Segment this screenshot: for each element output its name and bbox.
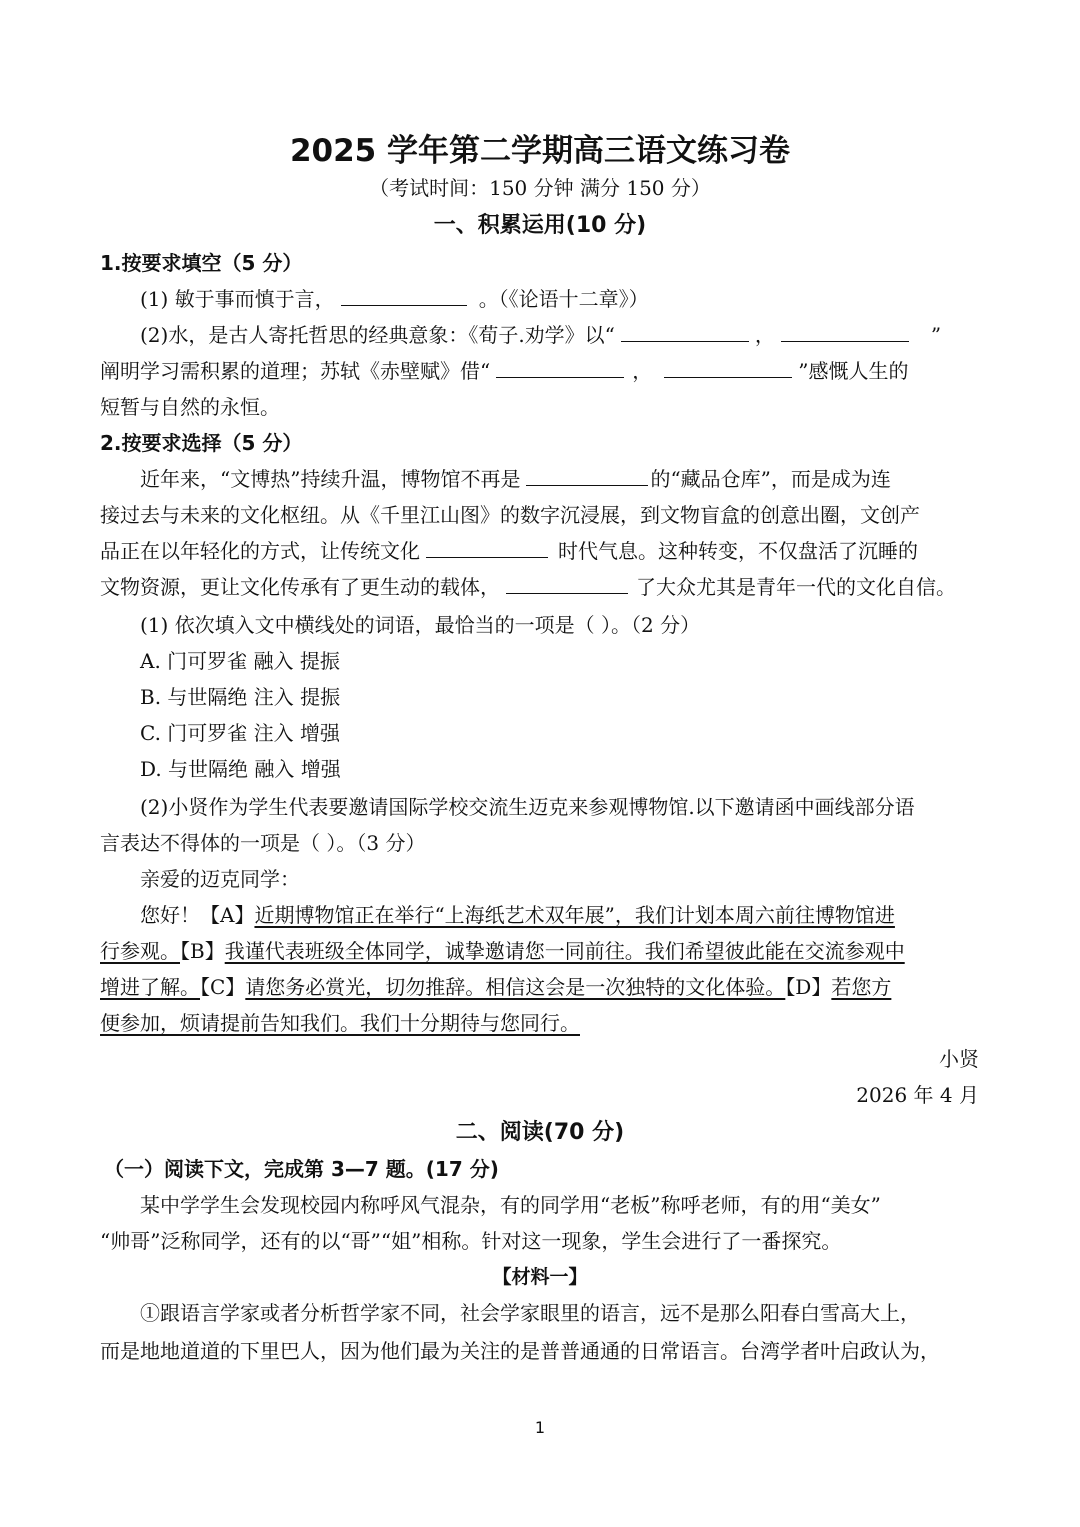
letter-line-4	[100, 1010, 580, 1036]
q2-passage-line-4	[100, 574, 956, 600]
q1-item2-end: 短暂与自然的永恒。	[100, 395, 280, 419]
material-one-line-2: 而是地地道道的下里巴人，因为他们最为关注的是普普通通的日常语言。台湾学者叶启政认为，	[100, 1339, 940, 1363]
reading-intro-line-2: “帅哥”泛称同学，还有的以“哥”“姐”相称。针对这一现象，学生会进行了一番探究。	[100, 1229, 842, 1253]
q2-passage-text: 的“藏品仓库”，而是成为连	[650, 467, 891, 491]
letter-line-2	[100, 938, 905, 964]
q1-item2-comma: ，	[632, 359, 653, 383]
underlined-text-c: 请您务必赏光，切勿推辞。相信这会是一次独特的文化体验。	[245, 975, 786, 999]
question-1-item-1	[140, 286, 649, 312]
q2-passage-text: 时代气息。这种转变，不仅盘活了沉睡的	[558, 539, 918, 563]
fill-blank[interactable]	[664, 359, 792, 378]
fill-blank[interactable]	[341, 287, 467, 306]
q2-passage-line-2: 接过去与未来的文化枢纽。从《千里江山图》的数字沉浸展，到文物盲盒的创意出圈，文创产	[100, 503, 920, 527]
reading-part-1-heading: （一）阅读下文，完成第 3—7 题。(17 分)	[104, 1157, 499, 1181]
letter-marker-a: 您好！【A】	[140, 903, 255, 927]
q1-item2-comma: ，	[754, 323, 775, 347]
underlined-text-d: 若您方	[831, 975, 892, 999]
q2-sub-question-2-cont: 言表达不得体的一项是（ ）。（3 分）	[100, 831, 426, 855]
reading-intro-line-1: 某中学学生会发现校园内称呼风气混杂，有的同学用“老板”称呼老师，有的用“美女”	[140, 1193, 881, 1217]
question-1-heading: 1.按要求填空（5 分）	[100, 251, 303, 275]
fill-blank[interactable]	[781, 323, 909, 342]
option-c[interactable]: C. 门可罗雀 注入 增强	[140, 721, 341, 745]
page-title: 2025 学年第二学期高三语文练习卷	[289, 133, 791, 169]
q1-item2-text: ”感慨人生的	[798, 359, 909, 383]
q1-item1-text: (1) 敏于事而慎于言，	[140, 287, 335, 311]
letter-greeting: 亲爱的迈克同学：	[140, 867, 300, 891]
q2-sub-question-2: (2)小贤作为学生代表要邀请国际学校交流生迈克来参观博物馆.以下邀请函中画线部分语	[140, 795, 915, 819]
fill-blank[interactable]	[426, 539, 548, 558]
q2-passage-text: 近年来，“文博热”持续升温，博物馆不再是	[140, 467, 521, 491]
underlined-text-b: 我谨代表班级全体同学，诚挚邀请您一同前往。我们希望彼此能在交流参观中	[224, 939, 905, 963]
material-one-line-1: ①跟语言学家或者分析哲学家不同，社会学家眼里的语言，远不是那么阳春白雪高大上，	[140, 1301, 920, 1325]
underlined-text-a: 行参观。	[100, 939, 180, 963]
option-b[interactable]: B. 与世隔绝 注入 提振	[140, 685, 341, 709]
exam-info: （考试时间：150 分钟 满分 150 分）	[369, 176, 711, 200]
letter-date: 2026 年 4 月	[856, 1083, 979, 1107]
fill-blank[interactable]	[526, 467, 648, 486]
underlined-text-d: 便参加，烦请提前告知我们。我们十分期待与您同行。	[100, 1011, 580, 1035]
q2-passage-text: 品正在以年轻化的方式，让传统文化	[100, 539, 420, 563]
letter-line-1	[140, 902, 895, 928]
q2-passage-text: 了大众尤其是青年一代的文化自信。	[636, 575, 956, 599]
question-1-item-2-cont	[100, 358, 908, 384]
section-two-heading: 二、阅读(70 分)	[455, 1120, 625, 1145]
section-one-heading: 一、积累运用(10 分)	[433, 213, 647, 238]
material-one-heading: 【材料一】	[492, 1266, 588, 1288]
underlined-text-b: 增进了解。	[100, 975, 200, 999]
q2-passage-line-1	[140, 466, 891, 492]
underlined-text-a: 近期博物馆正在举行“上海纸艺术双年展”，我们计划本周六前往博物馆进	[254, 903, 895, 927]
q2-sub-question-1: (1) 依次填入文中横线处的词语，最恰当的一项是（ ）。（2 分）	[140, 613, 701, 637]
fill-blank[interactable]	[621, 323, 749, 342]
q1-item2-text: 阐明学习需积累的道理；苏轼《赤壁赋》借“	[100, 359, 491, 383]
fill-blank[interactable]	[506, 575, 628, 594]
fill-blank[interactable]	[496, 359, 624, 378]
letter-marker-d: 【D】	[785, 975, 832, 999]
q1-item1-source: 。（《论语十二章》）	[478, 287, 649, 311]
question-1-item-2	[140, 322, 941, 348]
letter-marker-b: 【B】	[180, 939, 225, 963]
option-d[interactable]: D. 与世隔绝 融入 增强	[140, 757, 341, 781]
q1-item2-quote: ”	[930, 323, 942, 347]
q2-passage-text: 文物资源，更让文化传承有了更生动的载体，	[100, 575, 500, 599]
page-number: 1	[534, 1418, 546, 1437]
letter-marker-c: 【C】	[200, 975, 246, 999]
letter-signer: 小贤	[939, 1047, 979, 1071]
option-a[interactable]: A. 门可罗雀 融入 提振	[140, 649, 340, 673]
question-2-heading: 2.按要求选择（5 分）	[100, 431, 303, 455]
letter-line-3	[100, 974, 891, 1000]
q1-item2-text: (2)水，是古人寄托哲思的经典意象：《荀子.劝学》以“	[140, 323, 615, 347]
q2-passage-line-3	[100, 538, 918, 564]
